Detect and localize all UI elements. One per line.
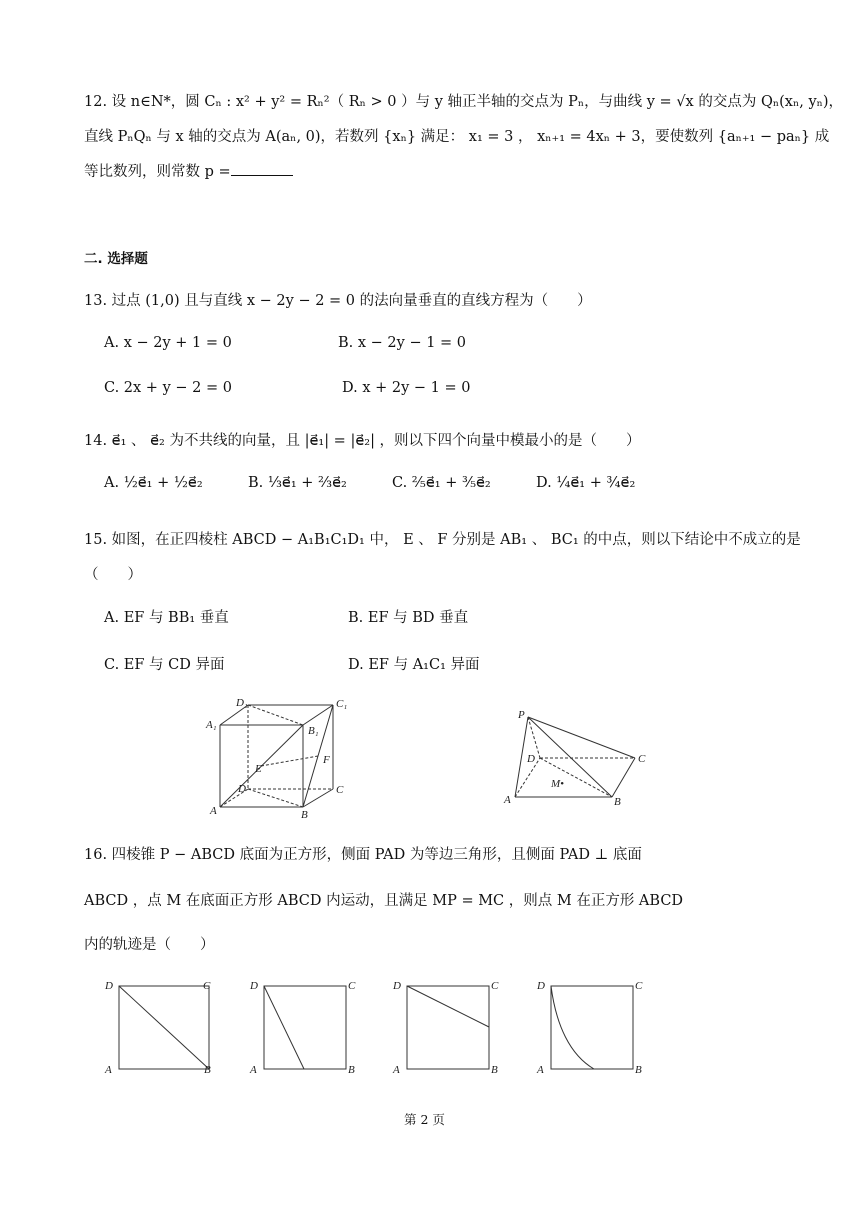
square-label-b: B: [204, 1064, 211, 1076]
square-label-b: B: [635, 1064, 642, 1076]
q14-stem: 14. e⃗₁ 、 e⃗₂ 为不共线的向量，且 |e⃗₁| = |e⃗₂| ，则以下四个向量中模最小的是（ ）: [84, 433, 641, 449]
q14-option-d: D. ¼e⃗₁ + ¾e⃗₂: [536, 475, 636, 491]
prism-label-c: C: [336, 784, 344, 796]
square-label-a: A: [105, 1064, 112, 1076]
square-label-b: B: [491, 1064, 498, 1076]
q13-stem: 13. 过点 (1,0) 且与直线 x − 2y − 2 = 0 的法向量垂直的直线方程为（ ）: [84, 293, 592, 309]
square-label-a: A: [250, 1064, 257, 1076]
q14-option-b: B. ⅓e⃗₁ + ⅔e⃗₂: [248, 475, 347, 491]
pyramid-label-a: A: [504, 794, 511, 806]
q15-option-d: D. EF 与 A₁C₁ 异面: [348, 657, 480, 673]
q13-option-c: C. 2x + y − 2 = 0: [104, 380, 232, 396]
prism-label-b1: B₁: [308, 725, 319, 737]
q13-option-d: D. x + 2y − 1 = 0: [342, 380, 471, 396]
prism-figure: [205, 695, 365, 820]
pyramid-label-d: D: [527, 753, 535, 765]
prism-label-a: A: [210, 805, 217, 817]
q12-line2: 直线 PₙQₙ 与 x 轴的交点为 A(aₙ, 0)，若数列 {xₙ} 满足： x₁ = 3 ， xₙ₊₁ = 4xₙ + 3，要使数列 {aₙ₊₁ − paₙ} 成: [84, 129, 830, 145]
q13-option-a: A. x − 2y + 1 = 0: [104, 335, 232, 351]
q16-line3: 内的轨迹是（ ）: [84, 937, 215, 953]
pyramid-label-m: M•: [551, 778, 565, 790]
q15-option-a: A. EF 与 BB₁ 垂直: [104, 610, 229, 626]
pyramid-label-p: P: [518, 709, 525, 721]
q16-figure-d: [532, 975, 652, 1080]
prism-label-b: B: [301, 809, 308, 820]
square-label-c: C: [491, 980, 499, 992]
prism-label-d: D: [238, 783, 246, 795]
q12-line1: 12. 设 n∈N*，圆 Cₙ : x² + y² = Rₙ²（ Rₙ > 0 ）与 y 轴正半轴的交点为 Pₙ，与曲线 y = √x 的交点为 Qₙ(xₙ, yₙ)，: [84, 94, 844, 110]
square-label-a: A: [393, 1064, 400, 1076]
q16-line1: 16. 四棱锥 P − ABCD 底面为正方形，侧面 PAD 为等边三角形，且侧面 PAD ⊥ 底面: [84, 847, 642, 863]
q16-figure-a: [100, 975, 220, 1080]
q16-figure-c: [388, 975, 508, 1080]
square-label-d: D: [105, 980, 113, 992]
q14-option-c: C. ⅖e⃗₁ + ⅗e⃗₂: [392, 475, 491, 491]
q15-option-b: B. EF 与 BD 垂直: [348, 610, 469, 626]
square-label-b: B: [348, 1064, 355, 1076]
square-label-c: C: [203, 980, 211, 992]
prism-label-d1: D₁: [236, 697, 248, 709]
q15-stem-line2: （ ）: [84, 567, 142, 583]
prism-label-a1: A₁: [206, 719, 217, 731]
prism-label-f: F: [323, 754, 330, 766]
q13-option-b: B. x − 2y − 1 = 0: [338, 335, 467, 351]
q12-line3-text: 等比数列，则常数 p =: [84, 164, 231, 180]
square-label-d: D: [250, 980, 258, 992]
pyramid-label-c: C: [638, 753, 646, 765]
prism-label-e: E: [255, 763, 262, 775]
square-label-c: C: [635, 980, 643, 992]
q15-option-c: C. EF 与 CD 异面: [104, 657, 225, 673]
q16-figure-b: [245, 975, 365, 1080]
page-number: 第 2 页: [404, 1112, 445, 1127]
square-label-d: D: [537, 980, 545, 992]
square-label-a: A: [537, 1064, 544, 1076]
section-title: 二. 选择题: [84, 251, 148, 267]
pyramid-figure: [495, 700, 655, 810]
q12-line3: [84, 160, 293, 181]
q15-stem-line1: 15. 如图，在正四棱柱 ABCD − A₁B₁C₁D₁ 中， E 、 F 分别是 AB₁ 、 BC₁ 的中点，则以下结论中不成立的是: [84, 532, 801, 548]
square-label-c: C: [348, 980, 356, 992]
pyramid-label-b: B: [614, 796, 621, 808]
square-label-d: D: [393, 980, 401, 992]
q16-line2: ABCD ，点 M 在底面正方形 ABCD 内运动，且满足 MP = MC ，则点 M 在正方形 ABCD: [84, 893, 684, 909]
q14-option-a: A. ½e⃗₁ + ½e⃗₂: [104, 475, 203, 491]
answer-blank[interactable]: [231, 161, 293, 176]
prism-label-c1: C₁: [336, 698, 348, 710]
